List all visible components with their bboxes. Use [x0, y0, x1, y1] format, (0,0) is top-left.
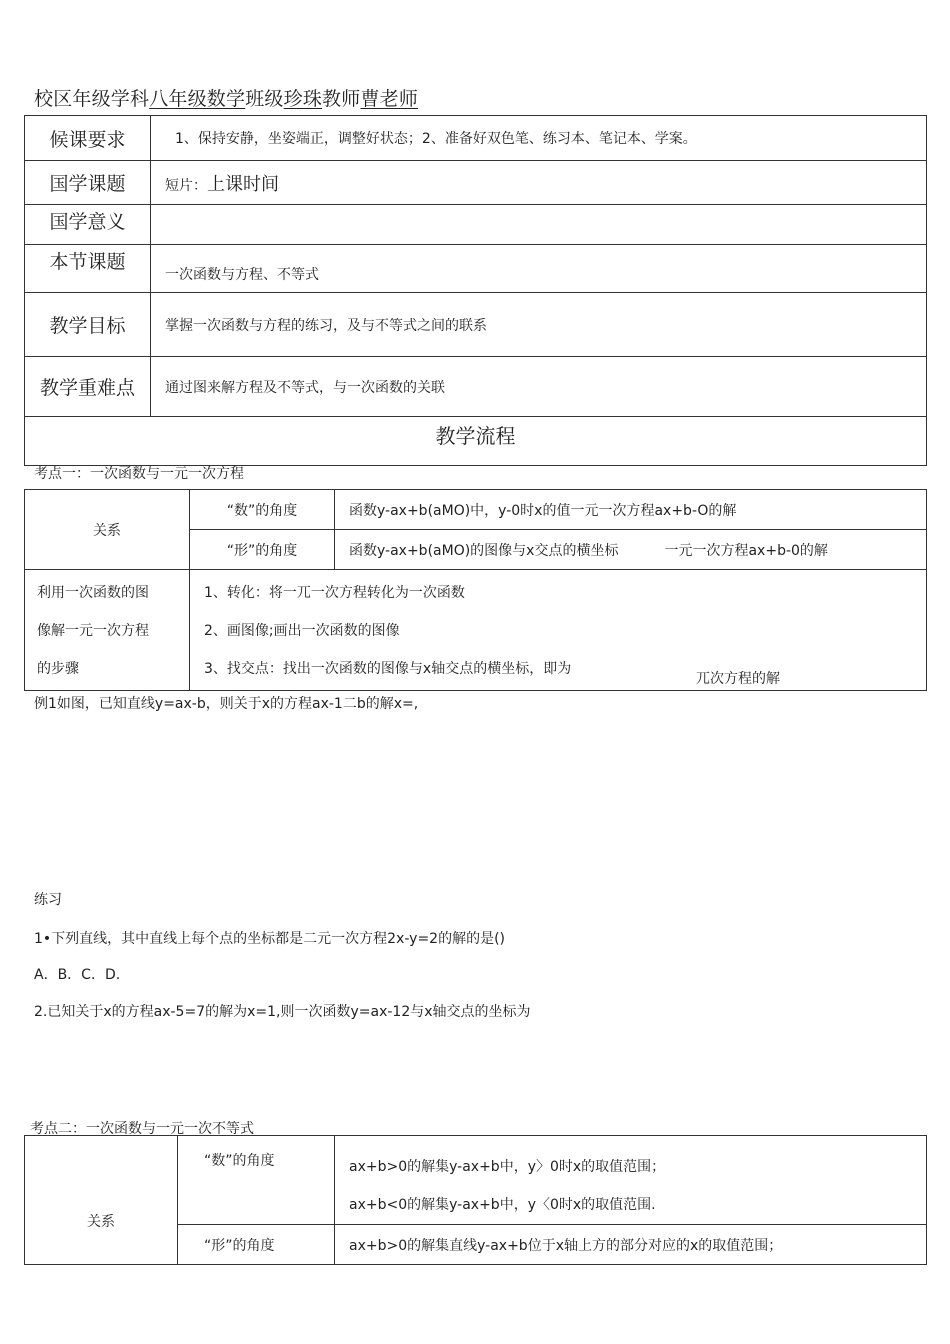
step3-tail: 兀次方程的解	[696, 671, 780, 687]
section2-table	[24, 1135, 927, 1265]
header-label-campus: 校区年级学科	[34, 88, 150, 110]
header-class-name: 珍珠	[283, 88, 323, 110]
practice-question: 1•下列直线，其中直线上每个点的坐标都是二元一次方程2x-y=2的解的是()	[34, 931, 506, 947]
info-label: 教学重难点	[25, 357, 151, 417]
info-value	[151, 205, 927, 245]
header-grade-subject: 八年级数学	[149, 88, 246, 110]
info-row	[25, 161, 927, 205]
shape-angle-text: ax+b>0的解集直线y-ax+b位于x轴上方的部分对应的x的取值范围；	[335, 1225, 927, 1265]
info-value: 通过图来解方程及不等式，与一次函数的关联	[151, 357, 927, 417]
info-value: 一次函数与方程、不等式	[151, 245, 927, 293]
info-value: 1、保持安静，坐姿端正，调整好状态；2、准备好双色笔、练习本、笔记本、学案。	[151, 116, 927, 161]
shape-angle-label: “形”的角度	[190, 530, 335, 570]
relation-label: 关系	[25, 490, 190, 570]
num-angle-line: ax+b>0的解集y-ax+b中，y〉0时x的取值范围；	[349, 1159, 666, 1175]
step-item: 3、找交点：找出一次函数的图像与x轴交点的横坐标，即为	[204, 661, 572, 677]
info-label: 本节课题	[25, 245, 151, 293]
info-label: 候课要求	[25, 116, 151, 161]
steps-label-line: 像解一元一次方程	[37, 623, 149, 639]
relation-label: 关系	[25, 1136, 178, 1265]
example1-text: 例1如图，已知直线y=ax-b，则关于x的方程ax-1二b的解x=,	[34, 696, 419, 712]
table-row	[25, 570, 927, 691]
num-angle-text: 函数y-ax+b(aMO)中，y-0时x的值一元一次方程ax+b-O的解	[335, 490, 927, 530]
num-angle-label: “数”的角度	[178, 1136, 335, 1225]
section1-title: 考点一：一次函数与一元一次方程	[34, 466, 244, 482]
info-value	[151, 161, 927, 205]
steps-label-line: 利用一次函数的图	[37, 585, 149, 601]
info-value-large: 上课时间	[207, 173, 279, 195]
header-label-class: 班级	[245, 88, 284, 110]
section1-table	[24, 489, 927, 691]
section2-title: 考点二：一次函数与一元一次不等式	[30, 1121, 254, 1137]
practice-options: A．B．C．D.	[34, 967, 121, 983]
info-label: 国学课题	[25, 161, 151, 205]
shape-angle-label: “形”的角度	[178, 1225, 335, 1265]
num-angle-label: “数”的角度	[190, 490, 335, 530]
info-value-small: 短片：	[165, 177, 207, 194]
shape-angle-text	[335, 530, 927, 570]
shape-text-part1: 函数y-ax+b(aMO)的图像与x交点的横坐标	[349, 542, 619, 559]
step-item: 1、转化：将一兀一次方程转化为一次函数	[204, 585, 465, 601]
header-teacher: 曹老师	[360, 88, 419, 110]
num-angle-line: ax+b<0的解集y-ax+b中，y〈0时x的取值范围.	[349, 1197, 656, 1213]
steps-content	[190, 570, 927, 691]
info-label: 国学意义	[25, 205, 151, 245]
process-row	[25, 417, 927, 466]
practice-title: 练习	[34, 892, 62, 908]
info-row	[25, 293, 927, 357]
header-label-teacher: 教师	[322, 88, 361, 110]
lesson-info-table	[24, 115, 927, 466]
table-row	[25, 490, 927, 530]
info-label: 教学目标	[25, 293, 151, 357]
page-header	[34, 84, 418, 111]
num-angle-text	[335, 1136, 927, 1225]
info-row	[25, 357, 927, 417]
table-row	[25, 1136, 927, 1225]
process-title: 教学流程	[25, 417, 927, 466]
steps-label	[25, 570, 190, 691]
practice-question: 2.已知关于x的方程ax-5=7的解为x=1,则一次函数y=ax-12与x轴交点的坐标为	[34, 1004, 531, 1020]
info-row	[25, 205, 927, 245]
info-value: 掌握一次函数与方程的练习，及与不等式之间的联系	[151, 293, 927, 357]
info-row	[25, 245, 927, 293]
step-item: 2、画图像;画出一次函数的图像	[204, 623, 400, 639]
steps-label-line: 的步骤	[37, 661, 79, 677]
info-row	[25, 116, 927, 161]
shape-text-part2: 一元一次方程ax+b-0的解	[664, 542, 828, 559]
